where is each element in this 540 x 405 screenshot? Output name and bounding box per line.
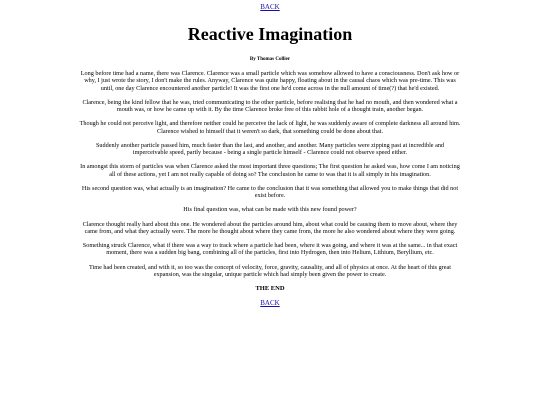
paragraph-6: His second question was, what actually is an imagination? He came to the conclusion that it was something that allowed you to make things that did not exist before. (81, 184, 459, 200)
paragraph-5: In amongst this storm of particles was when Clarence asked the most important three questions; The first question he asked was, how come I am noticing all of these actions, yet I am not really capable of doing so? The conclusion he came to was that it is all simply in his imagination. (80, 163, 460, 178)
back-link-bottom[interactable]: BACK (260, 299, 280, 307)
paragraph-8: Clarence thought really hard about this one. He wondered about the particles around him, about what could be causing them to move about, where they came from, and what they actually were. The more he thought about where they came from, the more he also wondered about where they were going. (82, 220, 458, 235)
back-link-top[interactable]: BACK (260, 3, 280, 11)
paragraph-1: Long before time had a name, there was Clarence. Clarence was a small particle which was somehow allowed to have a consciousness. Don't ask how or why, I just wrote the story, I don't make the rules. Anyway, Clarence was quite happy, floating about in the causal chaos which was pre-time. This was until, one day Clarence encountered another particle! It was the first one he'd come across in the null amount of time(?) that he'd existed. (80, 70, 460, 92)
paragraph-7: His final question was, what can be made with this new found power? (183, 206, 357, 214)
story-body (78, 70, 462, 278)
paragraph-3: Though he could not perceive light, and therefore neither could he perceive the lack of light, he was suddenly aware of complete darkness all around him. Clarence wished to himself that it weren't so dark, that something could be done about that. (79, 120, 461, 135)
page-title: Reactive Imagination (187, 24, 353, 44)
byline: By Thomas Collier (249, 57, 291, 62)
the-end-label: THE END (255, 285, 285, 292)
paragraph-9: Something struck Clarence, what if there was a way to track where a particle had been, where it was going, and where it was at the same... in that exact moment, there was a sudden big bang, combining all of the particles, first into Hydrogen, then into Helium, Lithium, Beryllium, etc. (82, 242, 458, 257)
paragraph-2: Clarence, being the kind fellow that he was, tried communicating to the other particle, before realising that he had no mouth, and then wondered what a mouth was, or how he came up with it. By the time Clarence broke free of this rabbit hole of a thought train, another began. (82, 98, 458, 114)
paragraph-10: Time had been created, and with it, so too was the concept of velocity, force, gravity, causality, and all of physics at once. At the heart of this great expansion, was the singular, unique particle which had simply been given the power to create. (89, 263, 451, 278)
paragraph-4: Suddenly another particle passed him, much faster than the last, and another, and another. Many particles were zipping past at incredible and imperceivable speed, partly because - being a single particle himself - Clarence could not observe speed either. (95, 141, 445, 157)
